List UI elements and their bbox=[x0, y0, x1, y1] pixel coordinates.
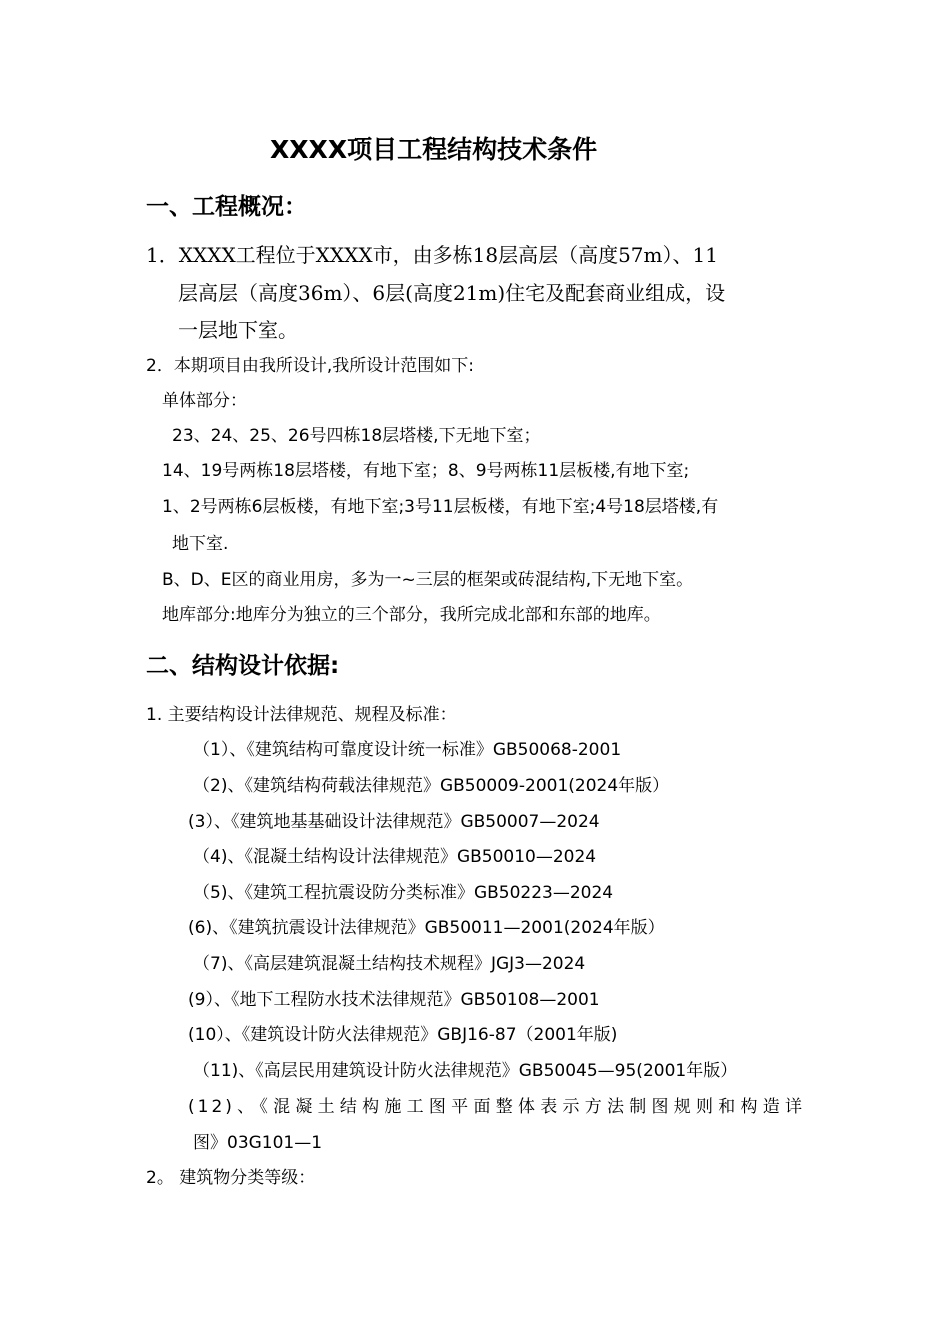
design-basis-sub-1: 1. 主要结构设计法律规范、规程及标准： bbox=[146, 705, 457, 725]
standard-item: (12)、《混凝土结构施工图平面整体表示方法制图规则和构造详 bbox=[188, 1097, 805, 1117]
standard-item: （11)、《高层民用建筑设计防火法律规范》GB50045—95(2001年版） bbox=[193, 1061, 738, 1081]
commercial-line: B、D、E区的商业用房，多为一~三层的框架或砖混结构,下无地下室。 bbox=[162, 570, 694, 590]
unit-section-label: 单体部分： bbox=[162, 391, 247, 411]
standard-item: (9）、《地下工程防水技术法律规范》GB50108—2001 bbox=[188, 990, 600, 1010]
overview-item-1-line-1: 1．XXXX工程位于XXXX市，由多栋18层高层（高度57m）、11 bbox=[146, 243, 718, 267]
standard-item: （4)、《混凝土结构设计法律规范》GB50010—2024 bbox=[193, 847, 597, 867]
unit-line-3-continued: 地下室. bbox=[172, 534, 229, 554]
section-heading-design-basis: 二、结构设计依据: bbox=[146, 653, 340, 679]
overview-item-1-line-3: 一层地下室。 bbox=[178, 318, 298, 342]
unit-line-1: 23、24、25、26号四栋18层塔楼,下无地下室； bbox=[172, 426, 541, 446]
standard-item-continued: 图》03G101—1 bbox=[193, 1133, 323, 1153]
standard-item: (3）、《建筑地基基础设计法律规范》GB50007—2024 bbox=[188, 812, 600, 832]
section-heading-overview: 一、工程概况： bbox=[146, 194, 307, 220]
document-title: XXXX项目工程结构技术条件 bbox=[270, 135, 598, 164]
design-basis-sub-2: 2。 建筑物分类等级： bbox=[146, 1168, 316, 1188]
standard-item: （1）、《建筑结构可靠度设计统一标准》GB50068-2001 bbox=[193, 740, 622, 760]
standard-item: （5)、《建筑工程抗震设防分类标准》GB50223—2024 bbox=[193, 883, 614, 903]
standard-item: (6)、《建筑抗震设计法律规范》GB50011—2001(2024年版） bbox=[188, 918, 665, 938]
unit-line-2: 14、19号两栋18层塔楼，有地下室；8、9号两栋11层板楼,有地下室; bbox=[162, 461, 690, 481]
standard-item: （2)、《建筑结构荷载法律规范》GB50009-2001(2024年版） bbox=[193, 776, 670, 796]
unit-line-3: 1、2号两栋6层板楼，有地下室;3号11层板楼，有地下室;4号18层塔楼,有 bbox=[162, 497, 719, 517]
standard-item: （7)、《高层建筑混凝土结构技术规程》JGJ3—2024 bbox=[193, 954, 586, 974]
overview-item-1-line-2: 层高层（高度36m）、6层(高度21m)住宅及配套商业组成，设 bbox=[178, 281, 726, 305]
overview-item-2: 2．本期项目由我所设计,我所设计范围如下: bbox=[146, 356, 474, 376]
standard-item: (10）、《建筑设计防火法律规范》GBJ16-87（2001年版) bbox=[188, 1025, 618, 1045]
garage-line: 地库部分:地库分为独立的三个部分，我所完成北部和东部的地库。 bbox=[162, 605, 661, 625]
